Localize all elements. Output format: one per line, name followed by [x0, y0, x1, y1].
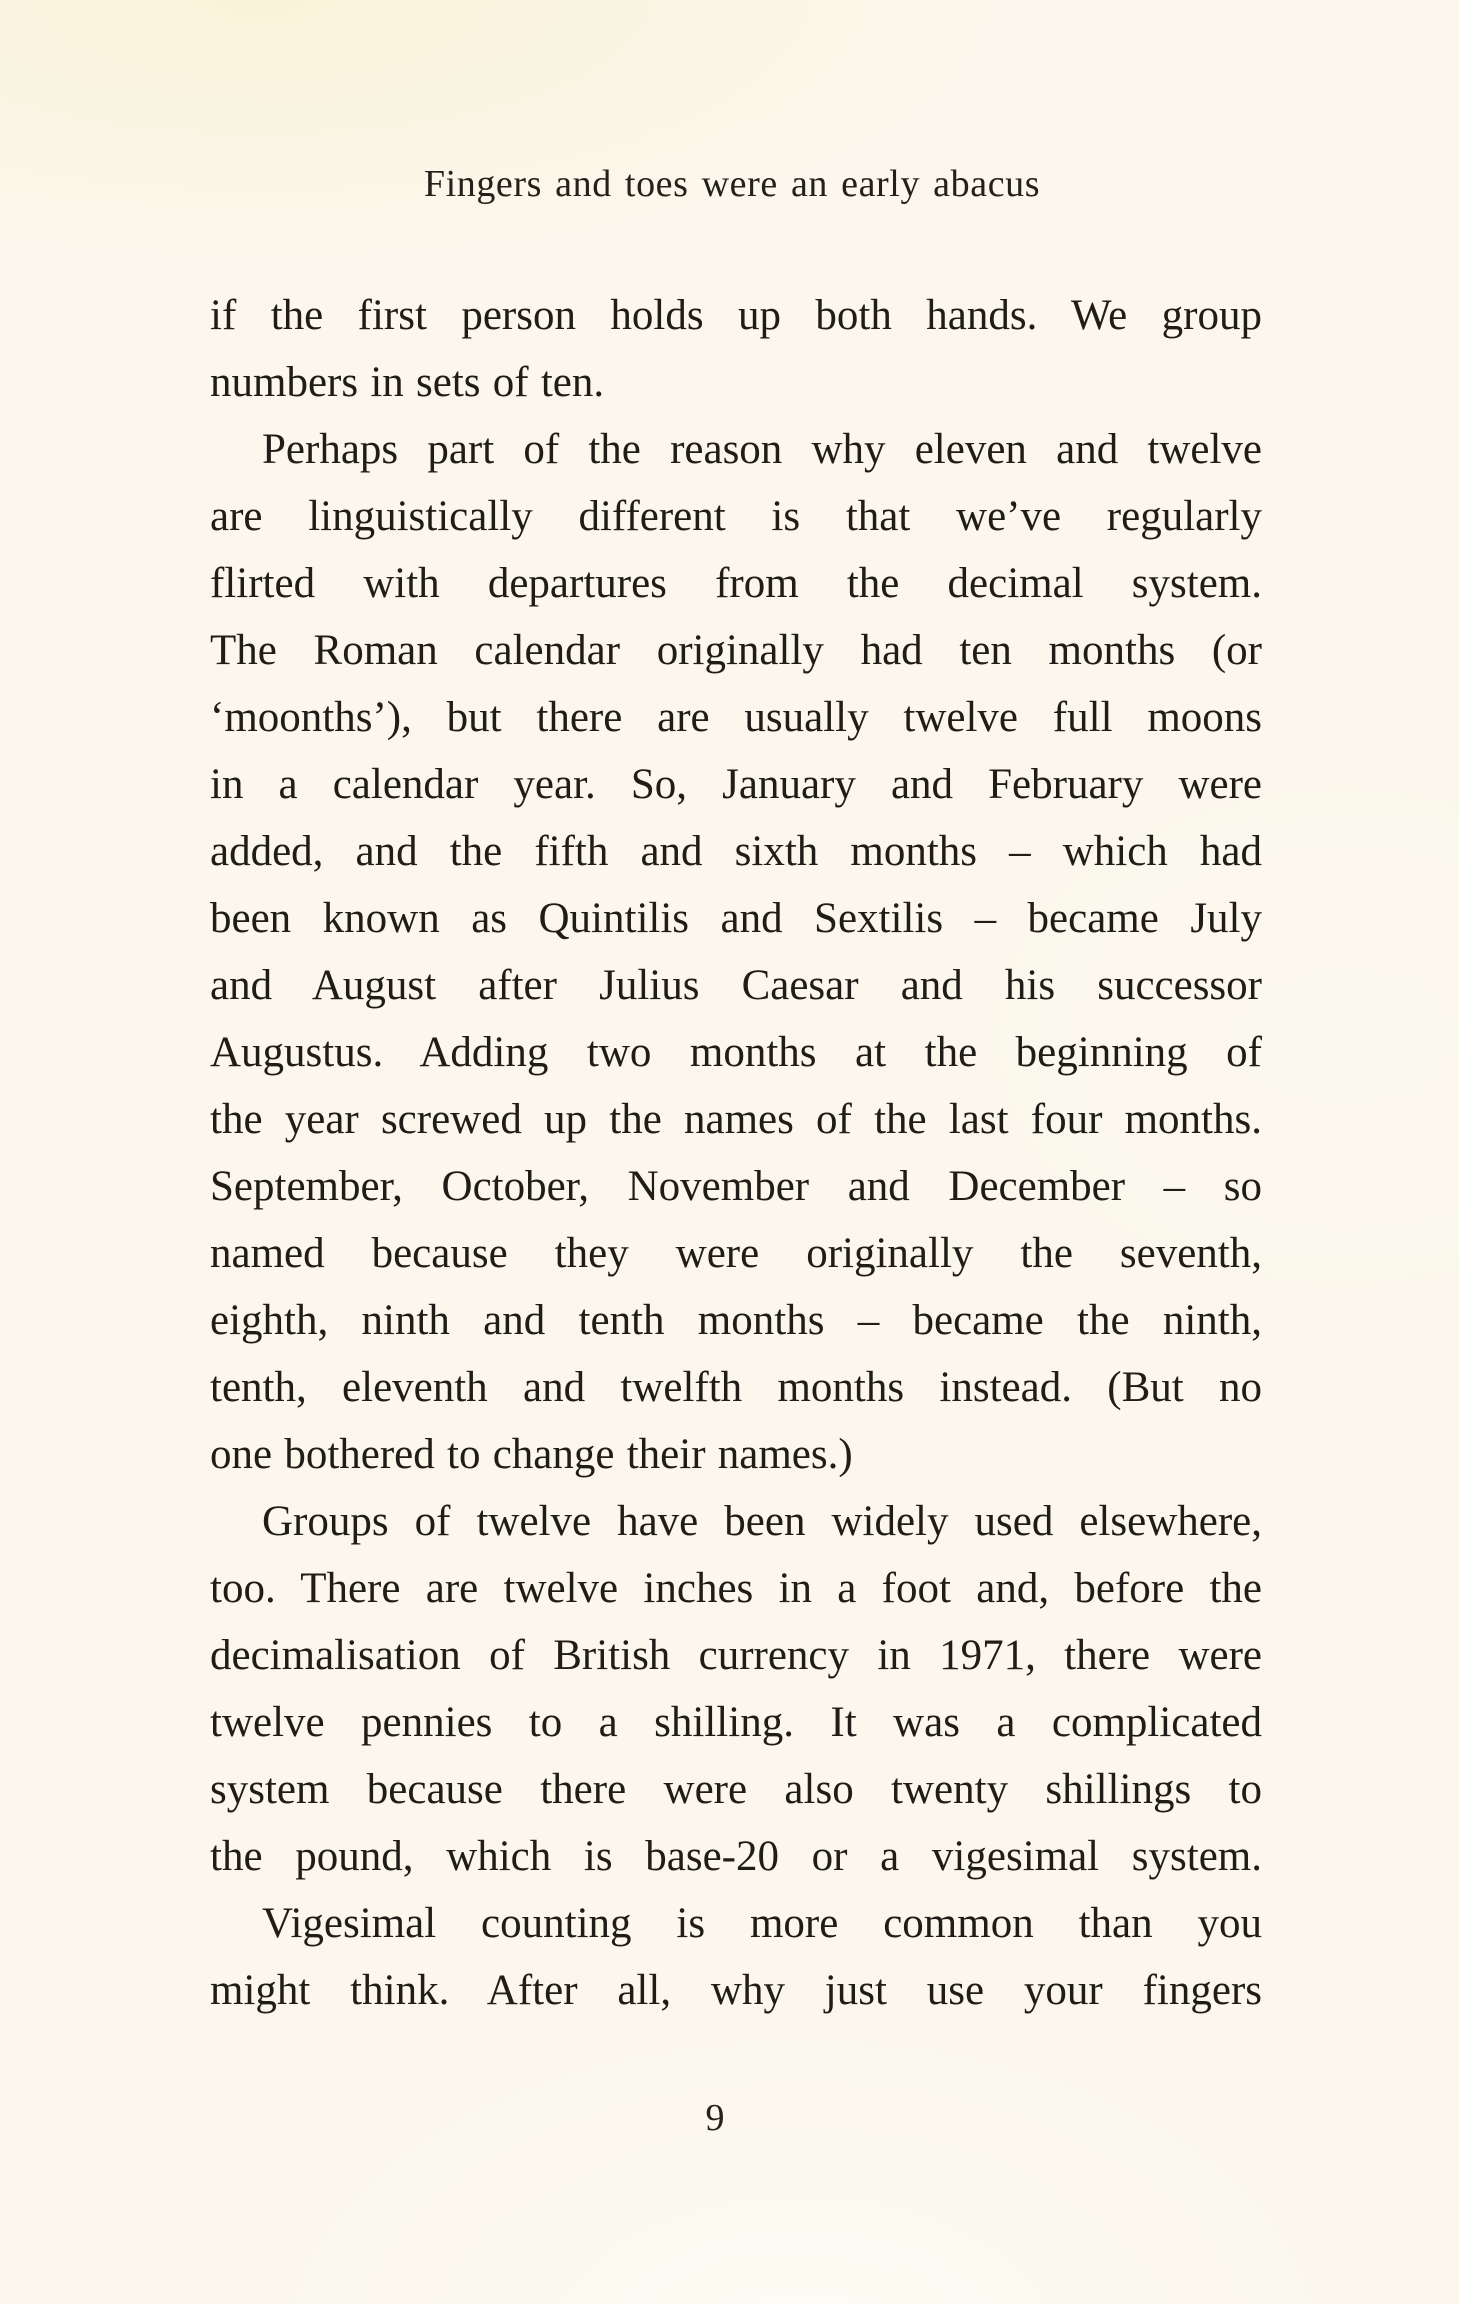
body-line: added, and the fifth and sixth months – which had: [210, 828, 1262, 875]
body-line: eighth, ninth and tenth months – became the ninth,: [210, 1297, 1262, 1344]
body-line: system because there were also twenty shillings to: [210, 1766, 1262, 1813]
body-line: been known as Quintilis and Sextilis – became July: [210, 895, 1262, 942]
paragraph: [210, 416, 1262, 1488]
running-head: Fingers and toes were an early abacus: [423, 163, 1041, 205]
body-line: the year screwed up the names of the last four months.: [210, 1096, 1262, 1143]
body-line: too. There are twelve inches in a foot and, before the: [210, 1565, 1262, 1612]
body-line: might think. After all, why just use your fingers: [210, 1967, 1262, 2014]
paragraph: [210, 282, 1262, 416]
text-block: [210, 282, 1262, 2024]
body-line: Augustus. Adding two months at the beginning of: [210, 1029, 1262, 1076]
paragraph: [210, 1890, 1262, 2024]
body-line: if the first person holds up both hands. We group: [210, 292, 1262, 339]
body-line: and August after Julius Caesar and his successor: [210, 962, 1262, 1009]
body-line: September, October, November and December – so: [210, 1163, 1262, 1210]
body-line: in a calendar year. So, January and February were: [210, 761, 1262, 808]
body-line: named because they were originally the seventh,: [210, 1230, 1262, 1277]
body-line: the pound, which is base-20 or a vigesimal system.: [210, 1833, 1262, 1880]
body-line: tenth, eleventh and twelfth months instead. (But no: [210, 1364, 1262, 1411]
paragraph: [210, 1488, 1262, 1890]
body-line: one bothered to change their names.): [210, 1431, 853, 1478]
body-line: twelve pennies to a shilling. It was a complicated: [210, 1699, 1262, 1746]
body-line: Vigesimal counting is more common than you: [262, 1900, 1262, 1947]
body-line: flirted with departures from the decimal system.: [210, 560, 1262, 607]
body-line: numbers in sets of ten.: [210, 359, 605, 406]
body-line: are linguistically different is that we’ve regularly: [210, 493, 1262, 540]
body-line: Perhaps part of the reason why eleven and twelve: [262, 426, 1262, 473]
body-line: ‘moonths’), but there are usually twelve full moons: [210, 694, 1262, 741]
body-line: decimalisation of British currency in 1971, there were: [210, 1632, 1262, 1679]
page-number: 9: [705, 2097, 725, 2139]
body-line: The Roman calendar originally had ten months (or: [210, 627, 1262, 674]
body-line: Groups of twelve have been widely used elsewhere,: [262, 1498, 1262, 1545]
